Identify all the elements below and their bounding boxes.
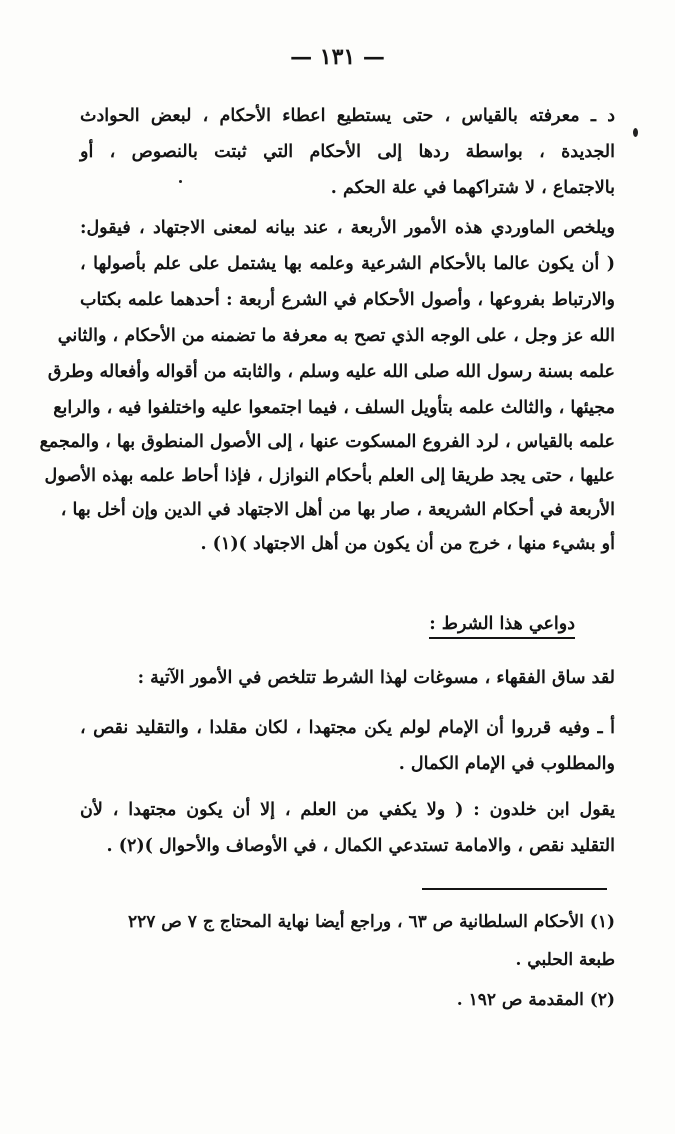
paragraph-2-line-8: عليها ، حتى يجد طريقا إلى العلم بأحكام النوازل ، فإذا أحاط علمه بهذه الأصول	[44, 466, 615, 486]
section-heading: دواعي هذا الشرط :	[429, 614, 575, 639]
footnote-1-line-1: (١) الأحكام السلطانية ص ٦٣ ، وراجع أيضا نهاية المحتاج ج ٧ ص ٢٢٧	[127, 912, 615, 932]
paragraph-4-line-2: والمطلوب في الإمام الكمال .	[398, 754, 615, 774]
footnote-divider	[422, 888, 607, 890]
paragraph-4-line-1: أ ـ وفيه قرروا أن الإمام لولم يكن مجتهدا ، لكان مقلدا ، والتقليد نقص ،	[80, 718, 615, 738]
paragraph-1-line-3: بالاجتماع ، لا شتراكهما في علة الحكم .	[330, 178, 615, 198]
paragraph-2-line-9: الأربعة في أحكام الشريعة ، صار بها من أهل الاجتهاد في الدين وإن أخل بها ،	[60, 500, 615, 520]
paragraph-1-line-2: الجديدة ، بواسطة ردها إلى الأحكام التي ثبتت بالنصوص ، أو	[80, 142, 615, 162]
paragraph-2-line-6: مجيئها ، والثالث علمه بتأويل السلف ، فيما اجتمعوا عليه واختلفوا فيه ، والرابع	[53, 398, 615, 418]
paragraph-2-line-4: الله عز وجل ، على الوجه الذي تصح به معرفة ما تضمنه من الأحكام ، والثاني	[57, 326, 615, 346]
paragraph-2-line-1: ويلخص الماوردي هذه الأمور الأربعة ، عند بيانه لمعنى الاجتهاد ، فيقول:	[80, 218, 615, 238]
page-number: — ١٣١ —	[290, 44, 385, 70]
paragraph-1-line-1: د ـ معرفته بالقياس ، حتى يستطيع اعطاء الأحكام ، لبعض الحوادث	[80, 106, 615, 126]
paragraph-5-line-1: يقول ابن خلدون : ( ولا يكفي من العلم ، إلا أن يكون مجتهدا ، لأن	[80, 800, 615, 820]
paragraph-2-line-3: والارتباط بفروعها ، وأصول الأحكام في الشرع أربعة : أحدهما علمه بكتاب	[80, 290, 615, 310]
paragraph-3-line-1: لقد ساق الفقهاء ، مسوغات لهذا الشرط تتلخص في الأمور الآتية :	[137, 668, 615, 688]
footnote-2: (٢) المقدمة ص ١٩٢ .	[456, 990, 615, 1010]
scan-speck	[179, 180, 182, 183]
paragraph-2-line-2: ( أن يكون عالما بالأحكام الشرعية وعلمه بها يشتمل على علم بأصولها ،	[80, 254, 615, 274]
paragraph-2-line-10: أو بشيء منها ، خرج من أن يكون من أهل الاجتهاد )(١) .	[200, 534, 615, 554]
paragraph-5-line-2: التقليد نقص ، والامامة تستدعي الكمال ، في الأوصاف والأحوال )(٢) .	[106, 836, 615, 856]
paragraph-2-line-7: علمه بالقياس ، لرد الفروع المسكوت عنها ، إلى الأصول المنطوق بها ، والمجمع	[39, 432, 615, 452]
footnote-1-line-2: طبعة الحلبي .	[515, 950, 615, 970]
scan-speck	[633, 128, 638, 137]
paragraph-2-line-5: علمه بسنة رسول الله صلى الله عليه وسلم ، والثابته من أقواله وأفعاله وطرق	[47, 362, 615, 382]
